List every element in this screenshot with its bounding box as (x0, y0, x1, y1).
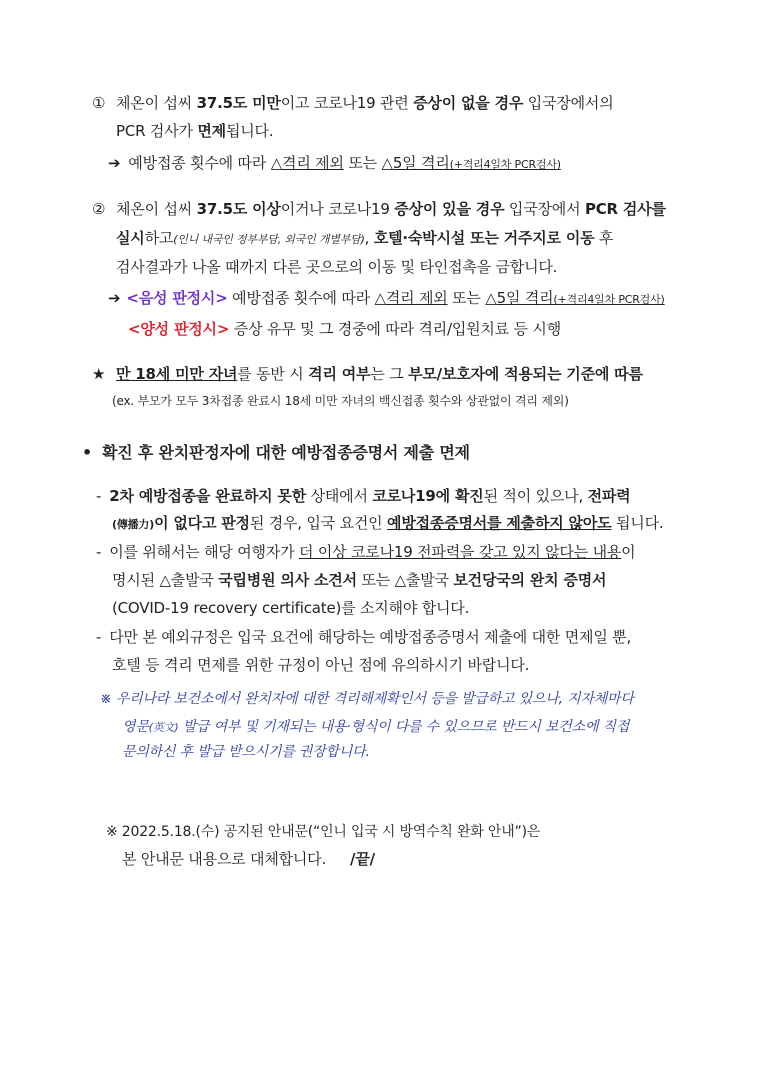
section-title: • 확진 후 완치판정자에 대한 예방접종증명서 제출 면제 (82, 443, 470, 462)
sec-para2-line2: 명시된 △출발국 국립병원 의사 소견서 또는 △출발국 보건당국의 완치 증명서 (112, 571, 607, 589)
arrow-icon: ➔ (108, 289, 121, 307)
sec-para3-line2: 호텔 등 격리 면제를 위한 규정이 아닌 점에 유의하시기 바랍니다. (112, 656, 530, 674)
star-line1: ★ 만 18세 미만 자녀를 동반 시 격리 여부는 그 부모/보호자에 적용되는 기준에 따름 (92, 365, 643, 383)
sec-para2-line3: (COVID-19 recovery certificate)를 소지해야 합니다. (112, 599, 470, 617)
note-line1: ※ 우리나라 보건소에서 완치자에 대한 격리해제확인서 등을 발급하고 있으나, 지자체마다 (100, 691, 634, 707)
sec-para1-line1: - 2차 예방접종을 완료하지 못한 상태에서 코로나19에 확진된 적이 있으나, 전파력 (96, 487, 631, 505)
note-line3: 문의하신 후 발급 받으시기를 권장합니다. (122, 744, 370, 760)
sec-para2-line1: - 이를 위해서는 해당 여행자가 더 이상 코로나19 전파력을 갖고 있지 않다는 내용이 (96, 543, 636, 561)
s2-line4: ➔ <음성 판정시> 예방접종 횟수에 따라 △격리 제외 또는 △5일 격리(+격리4일차 PCR검사) (108, 289, 665, 307)
end-mark: /끝/ (350, 850, 375, 868)
bullet-icon: • (82, 443, 93, 462)
s1-line3: ➔ 예방접종 횟수에 따라 △격리 제외 또는 △5일 격리(+격리4일차 PCR검사) (108, 154, 561, 172)
s2-line2: 실시하고(인니 내국인 정부부담, 외국인 개별부담), 호텔·숙박시설 또는 거주지로 이동 후 (116, 229, 614, 247)
star-icon: ★ (92, 365, 106, 383)
s2-line3: 검사결과가 나올 때까지 다른 곳으로의 이동 및 타인접촉을 금합니다. (116, 258, 558, 276)
footer-line2: 본 안내문 내용으로 대체합니다. /끝/ (122, 850, 375, 868)
circled-number-1: ① (92, 94, 106, 112)
star-line2: (ex. 부모가 모두 3차접종 완료시 18세 미만 자녀의 백신접종 횟수와 상관없이 격리 제외) (112, 394, 569, 408)
footer-line1: ※ 2022.5.18.(수) 공지된 안내문(“인니 입국 시 방역수칙 완화 안내”)은 (106, 824, 541, 840)
s1-line1: ① 체온이 섭씨 37.5도 미만이고 코로나19 관련 증상이 없을 경우 입국장에서의 (92, 94, 614, 112)
s2-line1: ② 체온이 섭씨 37.5도 이상이거나 코로나19 증상이 있을 경우 입국장에서 PCR 검사를 (92, 200, 666, 218)
note-line2: 영문(英文) 발급 여부 및 기재되는 내용·형식이 다를 수 있으므로 반드시 보건소에 직접 (122, 719, 630, 735)
arrow-icon: ➔ (108, 154, 121, 172)
circled-number-2: ② (92, 200, 106, 218)
s1-line2: PCR 검사가 면제됩니다. (116, 122, 274, 140)
s2-line5: <양성 판정시> 증상 유무 및 그 경중에 따라 격리/입원치료 등 시행 (128, 320, 561, 338)
sec-para1-line2: (傳播力)이 없다고 판정된 경우, 입국 요건인 예방접종증명서를 제출하지 않아도 됩니다. (112, 514, 664, 532)
sec-para3-line1: - 다만 본 예외규정은 입국 요건에 해당하는 예방접종증명서 제출에 대한 면제일 뿐, (96, 628, 632, 646)
